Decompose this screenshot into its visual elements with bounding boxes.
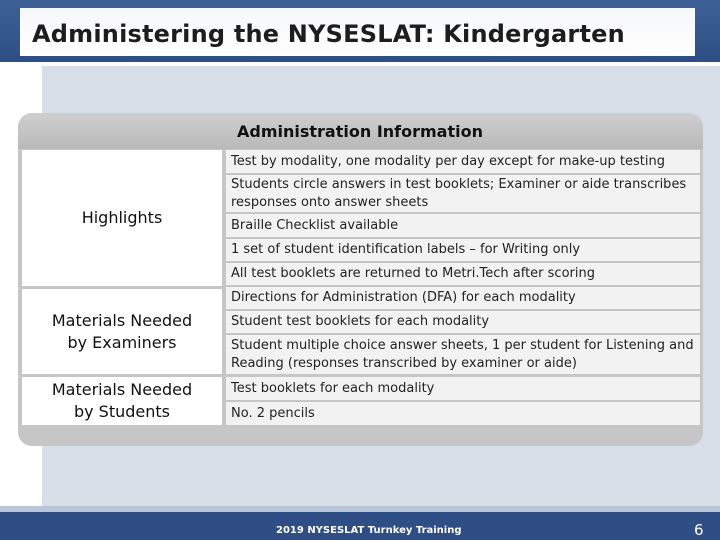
table-row: Braille Checklist available <box>226 214 700 237</box>
table-row: Student test booklets for each modality <box>226 311 700 333</box>
slide-title: Administering the NYSESLAT: Kindergarten <box>32 20 625 48</box>
page-number: 6 <box>694 521 704 539</box>
table-row: Test by modality, one modality per day except for make-up testing <box>226 150 700 173</box>
group-label-students: Materials Needed by Students <box>22 377 222 425</box>
table-row: Directions for Administration (DFA) for each modality <box>226 287 700 309</box>
footer-text: 2019 NYSESLAT Turnkey Training <box>276 525 462 536</box>
group-label-highlights: Highlights <box>22 150 222 286</box>
table-header-label: Administration Information <box>237 122 483 141</box>
group-label-examiners: Materials Needed by Examiners <box>22 289 222 374</box>
table-row: All test booklets are returned to Metri.Tech after scoring <box>226 263 700 285</box>
table-row: Students circle answers in test booklets; Examiner or aide transcribes responses onto answer sheets <box>226 175 700 212</box>
table-row: Test booklets for each modality <box>226 377 700 400</box>
table-row: 1 set of student identification labels – for Writing only <box>226 239 700 261</box>
table-row: No. 2 pencils <box>226 402 700 425</box>
table-row: Student multiple choice answer sheets, 1 per student for Listening and Reading (responses transcribed by examiner or aide) <box>226 335 700 374</box>
